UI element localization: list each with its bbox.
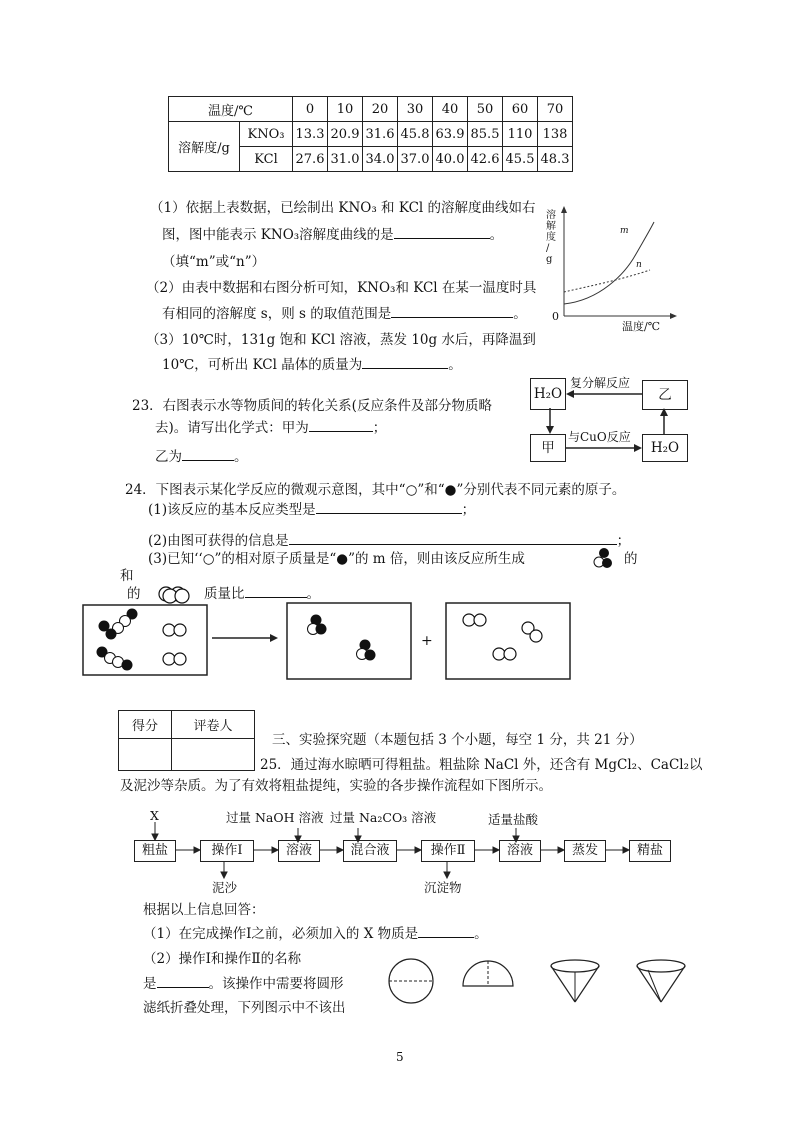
answer-blank[interactable] [316, 499, 462, 514]
q24-text: (1)该反应的基本反应类型是 [148, 502, 316, 518]
q22-part3-line2 [162, 353, 462, 373]
q24-part2 [148, 529, 630, 549]
kno3-value: 45.8 [398, 122, 433, 147]
arrowhead [513, 836, 519, 842]
kcl-value: 37.0 [398, 147, 433, 172]
q25-text: （1）在完成操作Ⅰ之前，必须加入的 X 物质是 [143, 926, 419, 942]
section3-title: 三、实验探究题（本题包括 3 个小题，每空 1 分，共 21 分） [272, 732, 643, 748]
curve-m-label: m [620, 226, 629, 236]
flow-label-chendian: 沉淀物 [424, 880, 462, 895]
punct: 。 [513, 306, 527, 322]
white-atom [163, 653, 175, 665]
q25-line2: 及泥沙等杂质。为了有效将粗盐提纯，实验的各步操作流程如下图所示。 [120, 778, 552, 794]
diagram-box-yi: 乙 [642, 380, 688, 410]
temp-cell: 70 [538, 97, 573, 122]
bottom-arrow-label: 与CuO反应 [568, 430, 631, 444]
q22-part2-text: 有相同的溶解度 s，则 s 的取值范围是 [162, 306, 392, 322]
answer-blank[interactable] [391, 303, 513, 318]
products-box-1 [286, 602, 412, 680]
flow-label-nisha: 泥沙 [212, 880, 238, 895]
filter-paper-half [460, 958, 516, 990]
black-atom [602, 558, 612, 568]
diagram-box-jia: 甲 [530, 434, 566, 462]
q23-text: 乙为 [155, 449, 182, 465]
kcl-label: KCl [240, 147, 293, 172]
temp-header: 温度/℃ [169, 97, 293, 122]
kno3-value: 85.5 [468, 122, 503, 147]
q22-part1-text: 图，图中能表示 KNO₃溶解度曲线的是 [162, 227, 394, 243]
curve-n [564, 270, 650, 292]
white-atom [174, 653, 186, 665]
arrowhead [566, 390, 574, 398]
products-box-2 [445, 602, 571, 680]
arrowhead [270, 634, 278, 642]
flow-label-hcl: 适量盐酸 [488, 812, 539, 827]
q25-part2-line1: （2）操作Ⅰ和操作Ⅱ的名称 [143, 951, 302, 967]
plus-sign: + [421, 633, 433, 649]
q22-part1-hint: （填“m”或“n”） [162, 254, 266, 270]
kcl-value: 40.0 [433, 147, 468, 172]
score-cell[interactable] [119, 739, 172, 771]
q24-text: (3)已知‘‘○”的相对原子质量是“●”的 m 倍，则由该反应所生成 [148, 551, 525, 567]
graph-xlabel: 温度/℃ [622, 320, 661, 333]
q23-text: 去)。请写出化学式：甲为 [155, 420, 309, 436]
white-atom [530, 630, 542, 642]
reactant-o2-top [160, 586, 194, 606]
black-atom [99, 621, 110, 632]
arrowhead [634, 444, 642, 452]
page-number: 5 [396, 1050, 404, 1064]
flow-box-evaporate: 蒸发 [564, 840, 606, 862]
q24-part1 [148, 498, 475, 518]
answer-blank[interactable] [394, 224, 490, 239]
kcl-value: 31.0 [328, 147, 363, 172]
diagram-box-h2o-top: H₂O [530, 378, 566, 410]
q22-part1-line2 [162, 223, 503, 243]
solubility-curve-graph [540, 204, 680, 334]
filter-paper-cone-1 [548, 958, 602, 1004]
punct: 。 [474, 926, 488, 942]
graph-ylabel [546, 210, 558, 265]
temp-cell: 30 [398, 97, 433, 122]
arrowhead [660, 408, 668, 416]
arrowhead [355, 836, 361, 842]
q25-part1 [143, 922, 488, 942]
flow-box-mixture: 混合液 [343, 840, 397, 862]
arrowhead [152, 834, 158, 840]
y-axis-arrow [561, 206, 567, 213]
x-axis-arrow [670, 313, 677, 319]
q22-part3-line1: （3）10℃时，131g 饱和 KCl 溶液，蒸发 10g 水后，再降温到 [146, 332, 536, 348]
arrowhead [272, 847, 278, 853]
answer-blank[interactable] [157, 973, 209, 988]
solubility-table [168, 96, 573, 172]
curve-n-label: n [636, 260, 642, 270]
q24-he: 和 [120, 568, 134, 584]
molecule-product-icon [590, 546, 614, 570]
reactants-box [82, 604, 208, 676]
flow-box-solution1: 溶液 [278, 840, 320, 862]
black-atom [599, 548, 609, 558]
flow-box-solution2: 溶液 [499, 840, 541, 862]
white-atom [474, 614, 486, 626]
filter-paper-cone-2 [634, 958, 688, 1004]
punct: 。 [448, 357, 462, 373]
q23-line1: 23．右图表示水等物质间的转化关系(反应条件及部分物质略 [132, 398, 492, 414]
q25-part2-line3: 滤纸折叠处理，下列图示中不该出 [143, 1000, 346, 1016]
q25-text: 。该操作中需要将圆形 [208, 976, 344, 992]
kno3-value: 31.6 [363, 122, 398, 147]
answer-blank[interactable] [289, 530, 617, 545]
q24-text: (2)由图可获得的信息是 [148, 533, 289, 549]
temp-cell: 50 [468, 97, 503, 122]
q23-line3 [155, 445, 248, 465]
flow-box-cuyan: 粗盐 [134, 840, 176, 862]
q23-diagram-arrows [520, 370, 700, 470]
q24-mass [204, 582, 320, 602]
white-atom [493, 648, 505, 660]
temp-cell: 10 [328, 97, 363, 122]
temp-cell: 40 [433, 97, 468, 122]
kno3-label: KNO₃ [240, 122, 293, 147]
temp-cell: 60 [503, 97, 538, 122]
flow-arrows [120, 800, 680, 890]
ylabel-char: 度 [546, 232, 556, 243]
punct: ； [461, 502, 476, 518]
arrowhead [558, 847, 564, 853]
flow-label-na2co3: 过量 Na₂CO₃ 溶液 [330, 810, 437, 825]
q25-line1: 25．通过海水晾晒可得粗盐。粗盐除 NaCl 外，还含有 MgCl₂、CaCl₂以 [260, 757, 703, 773]
punct: 。 [489, 227, 504, 243]
graph-origin: 0 [552, 310, 559, 323]
punct: ； [372, 420, 387, 436]
ylabel-char: g [546, 254, 553, 265]
q22-part1-line1: （1）依据上表数据，已绘制出 KNO₃ 和 KCl 的溶解度曲线如右 [150, 200, 536, 216]
arrowhead [444, 872, 450, 878]
answer-blank[interactable] [309, 417, 373, 432]
answer-blank[interactable] [182, 446, 234, 461]
answers-intro: 根据以上信息回答： [143, 902, 265, 918]
cone-rim [551, 960, 599, 972]
q24-line1: 24．下图表示某化学反应的微观示意图，其中“○”和“●”分别代表不同元素的原子。 [125, 482, 626, 498]
white-atom [175, 589, 189, 603]
q22-part2-line2 [162, 302, 527, 322]
black-atom [316, 624, 327, 635]
q24-part3 [148, 547, 525, 567]
kcl-value: 34.0 [363, 147, 398, 172]
q24-part3-end: 的 [624, 551, 638, 567]
arrowhead [337, 847, 343, 853]
q23-line2 [155, 416, 386, 436]
answer-blank[interactable] [362, 354, 448, 369]
solubility-label: 溶解度/g [169, 122, 240, 172]
score-table [118, 710, 255, 771]
flow-label-naoh: 过量 NaOH 溶液 [226, 810, 324, 825]
kno3-value: 63.9 [433, 122, 468, 147]
flow-box-op2: 操作Ⅱ [421, 840, 475, 862]
q25-text: 是 [143, 976, 157, 992]
white-atom [504, 648, 516, 660]
arrowhead [295, 836, 301, 842]
products-frame [446, 603, 570, 679]
answer-blank[interactable] [245, 583, 307, 598]
reaction-arrow [210, 632, 280, 644]
ylabel-char: 溶 [546, 210, 556, 221]
kno3-value: 20.9 [328, 122, 363, 147]
arrowhead [623, 847, 629, 853]
white-atom [174, 624, 186, 636]
filter-paper-circle [386, 956, 436, 1006]
temp-cell: 0 [293, 97, 328, 122]
q22-part3-text: 10℃，可析出 KCl 晶体的质量为 [162, 357, 363, 373]
kcl-value: 48.3 [538, 147, 573, 172]
white-atom [463, 614, 475, 626]
punct: 。 [234, 449, 248, 465]
punct: ； [616, 533, 631, 549]
arrowhead [493, 847, 499, 853]
black-atom [365, 650, 376, 661]
flow-box-refined-salt: 精盐 [629, 840, 671, 862]
black-atom [122, 660, 133, 671]
cone-rim [637, 960, 685, 972]
q25-part2-line2 [143, 972, 344, 992]
kcl-value: 42.6 [468, 147, 503, 172]
kcl-value: 45.5 [503, 147, 538, 172]
diagram-box-h2o-bottom: H₂O [642, 434, 688, 462]
ylabel-char: / [546, 243, 550, 254]
top-arrow-label: 复分解反应 [570, 376, 631, 390]
grader-header: 评卷人 [172, 711, 255, 739]
products-frame [287, 603, 411, 679]
arrowhead [221, 872, 227, 878]
reactants-frame [83, 605, 207, 675]
ylabel-char: 解 [546, 221, 556, 232]
flow-box-op1: 操作Ⅰ [200, 840, 254, 862]
arrowhead [194, 847, 200, 853]
kno3-value: 110 [503, 122, 538, 147]
arrowhead [415, 847, 421, 853]
temp-cell: 20 [363, 97, 398, 122]
punct: 。 [306, 586, 320, 602]
score-header: 得分 [119, 711, 172, 739]
grader-cell[interactable] [172, 739, 255, 771]
kno3-value: 138 [538, 122, 573, 147]
arrowhead [546, 426, 554, 434]
q24-de: 的 [127, 586, 141, 602]
kcl-value: 27.6 [293, 147, 328, 172]
q24-text: 质量比 [204, 586, 245, 602]
kno3-value: 13.3 [293, 122, 328, 147]
q22-part2-line1: （2）由表中数据和右图分析可知，KNO₃和 KCl 在某一温度时具 [146, 280, 537, 296]
white-atom [163, 624, 175, 636]
flow-label-x: X [150, 808, 159, 823]
answer-blank[interactable] [418, 923, 474, 938]
